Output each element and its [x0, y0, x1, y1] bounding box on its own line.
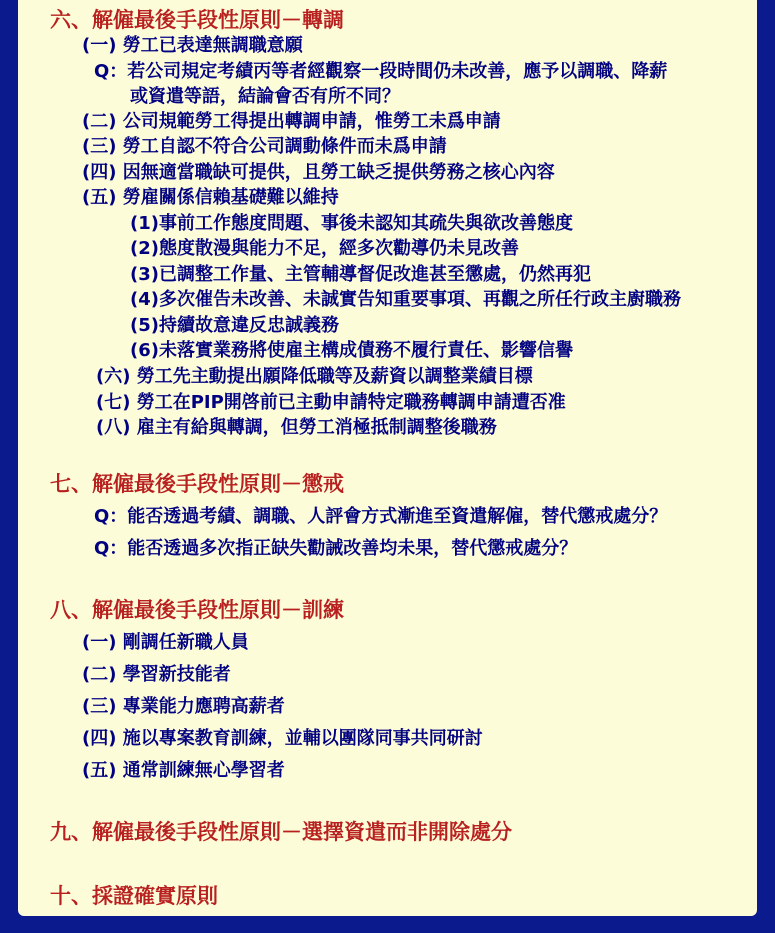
section-6-question-line-1: Q：若公司規定考績丙等者經觀察一段時間仍未改善，應予以調職、降薪	[94, 61, 668, 82]
bottom-border	[0, 916, 775, 933]
section-8-item-1: (一) 剛調任新職人員	[82, 632, 249, 653]
section-8-title: 八、解僱最後手段性原則－訓練	[50, 598, 344, 622]
section-7-question-2: Q：能否透過多次指正缺失勸誡改善均未果，替代懲戒處分？	[94, 538, 578, 559]
section-6-item-4: (四) 因無適當職缺可提供，且勞工缺乏提供勞務之核心內容	[82, 162, 555, 183]
section-10-title: 十、採證確實原則	[50, 884, 218, 908]
section-6-item-3: (三) 勞工自認不符合公司調動條件而未爲申請	[82, 136, 447, 157]
section-6-title: 六、解僱最後手段性原則－轉調	[50, 8, 344, 32]
section-6-subitem-6: (6)未落實業務將使雇主構成債務不履行責任、影響信譽	[130, 340, 573, 361]
section-7-title: 七、解僱最後手段性原則－懲戒	[50, 472, 344, 496]
section-7-question-1: Q：能否透過考績、調職、人評會方式漸進至資遣解僱，替代懲戒處分？	[94, 506, 668, 527]
section-6-item-5: (五) 勞雇關係信賴基礎難以維持	[82, 187, 339, 208]
section-6-item-2: (二) 公司規範勞工得提出轉調申請，惟勞工未爲申請	[82, 111, 501, 132]
section-8-item-2: (二) 學習新技能者	[82, 664, 231, 685]
section-6-subitem-3: (3)已調整工作量、主管輔導督促改進甚至懲處，仍然再犯	[130, 264, 591, 285]
section-6-item-8: (八) 雇主有給與轉調，但勞工消極抵制調整後職務	[96, 417, 497, 438]
section-6-question-line-2: 或資遣等語，結論會否有所不同？	[130, 86, 400, 107]
section-8-item-3: (三) 專業能力應聘高薪者	[82, 696, 285, 717]
section-6-item-1: (一) 勞工已表達無調職意願	[82, 35, 303, 56]
section-9-title: 九、解僱最後手段性原則－選擇資遣而非開除處分	[50, 820, 512, 844]
section-6-subitem-1: (1)事前工作態度問題、事後未認知其疏失與欲改善態度	[130, 213, 573, 234]
section-8-item-5: (五) 通常訓練無心學習者	[82, 760, 285, 781]
section-6-item-7: (七) 勞工在PIP開啓前已主動申請特定職務轉調申請遭否准	[96, 392, 566, 413]
section-6-item-6: (六) 勞工先主動提出願降低職等及薪資以調整業績目標	[96, 366, 533, 387]
section-8-item-4: (四) 施以專案教育訓練，並輔以團隊同事共同研討	[82, 728, 483, 749]
section-6-subitem-5: (5)持續故意違反忠誠義務	[130, 315, 339, 336]
section-6-subitem-4: (4)多次催告未改善、未誠實告知重要事項、再觀之所任行政主廚職務	[130, 289, 681, 310]
section-6-subitem-2: (2)態度散漫與能力不足，經多次勸導仍未見改善	[130, 238, 519, 259]
